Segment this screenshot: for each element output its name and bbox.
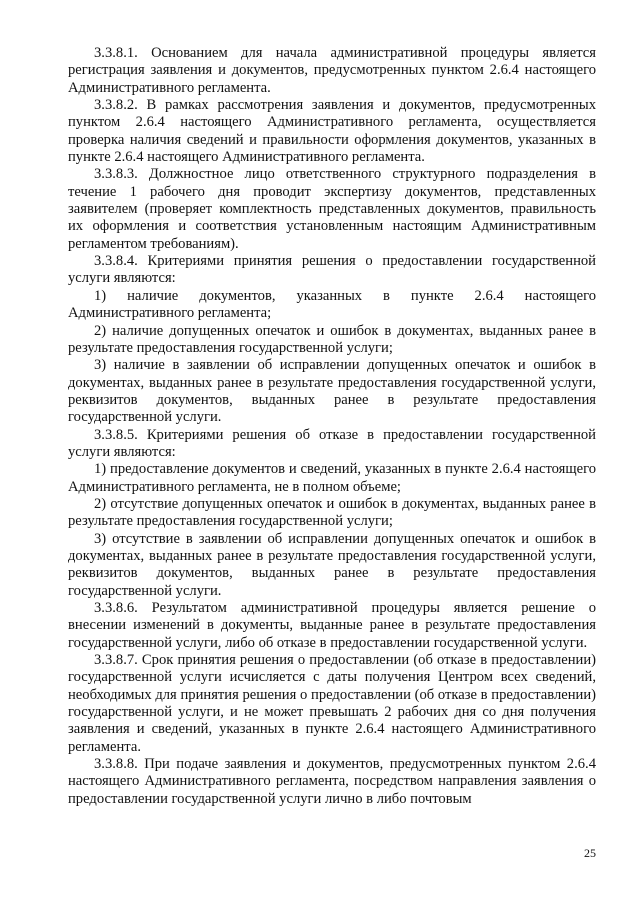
- list-item-approval-3: 3) наличие в заявлении об исправлении допущенных опечаток и ошибок в документах, выданных ранее в результате предоставления государственной услуги, реквизитов документов, выданных ранее в результате предоставления государственной услуги.: [68, 357, 596, 426]
- list-item-refusal-3: 3) отсутствие в заявлении об исправлении допущенных опечаток и ошибок в документах, выданных ранее в результате предоставления государственной услуги, реквизитов документов, выданных ранее в результате предоставления государственной услуги.: [68, 530, 596, 599]
- list-item-refusal-2: 2) отсутствие допущенных опечаток и ошибок в документах, выданных ранее в результате предоставления государственной услуги;: [68, 495, 596, 530]
- list-item-refusal-1: 1) предоставление документов и сведений, указанных в пункте 2.6.4 настоящего Административного регламента, не в полном объеме;: [68, 461, 596, 495]
- paragraph-3-3-8-2: 3.3.8.2. В рамках рассмотрения заявления и документов, предусмотренных пунктом 2.6.4 настоящего Административного регламента, осуществляется проверка наличия сведений и правильности оформления документов, указанных в пункте 2.6.4 настоящего Административного регламента.: [68, 97, 596, 166]
- paragraph-3-3-8-1: 3.3.8.1. Основанием для начала административной процедуры является регистрация заявления и документов, предусмотренных пунктом 2.6.4 настоящего Административного регламента.: [68, 45, 596, 96]
- paragraph-3-3-8-7: 3.3.8.7. Срок принятия решения о предоставлении (об отказе в предоставлении) государственной услуги исчисляется с даты получения Центром всех сведений, необходимых для принятия решения о предоставлении (об отказе в предоставлении) государственной услуги, и не может превышать 2 рабочих дня со дня получения заявления и сведений, указанных в пункте 2.6.4 настоящего Административного регламента.: [68, 652, 596, 755]
- paragraph-3-3-8-3: 3.3.8.3. Должностное лицо ответственного структурного подразделения в течение 1 рабочего дня проводит экспертизу документов, представленных заявителем (проверяет комплектность представленных документов, правильность их оформления и соответствия установленным настоящим Административным регламентом требованиям).: [68, 166, 596, 252]
- paragraph-3-3-8-6: 3.3.8.6. Результатом административной процедуры является решение о внесении изменений в документы, выданные ранее в результате предоставления государственной услуги, либо об отказе в предоставлении государственной услуги.: [68, 600, 596, 651]
- paragraph-3-3-8-8: 3.3.8.8. При подаче заявления и документов, предусмотренных пунктом 2.6.4 настоящего Административного регламента, посредством направления заявления о предоставлении государственной услуги лично в либо почтовым: [68, 756, 596, 807]
- paragraph-3-3-8-5: 3.3.8.5. Критериями решения об отказе в предоставлении государственной услуги являются:: [68, 426, 596, 460]
- page-number: 25: [584, 846, 596, 860]
- list-item-approval-2: 2) наличие допущенных опечаток и ошибок в документах, выданных ранее в результате предоставления государственной услуги;: [68, 322, 596, 356]
- document-body: [68, 45, 596, 808]
- list-item-approval-1: 1) наличие документов, указанных в пункте 2.6.4 настоящего Административного регламента;: [68, 287, 596, 322]
- paragraph-3-3-8-4: 3.3.8.4. Критериями принятия решения о предоставлении государственной услуги являются:: [68, 253, 596, 287]
